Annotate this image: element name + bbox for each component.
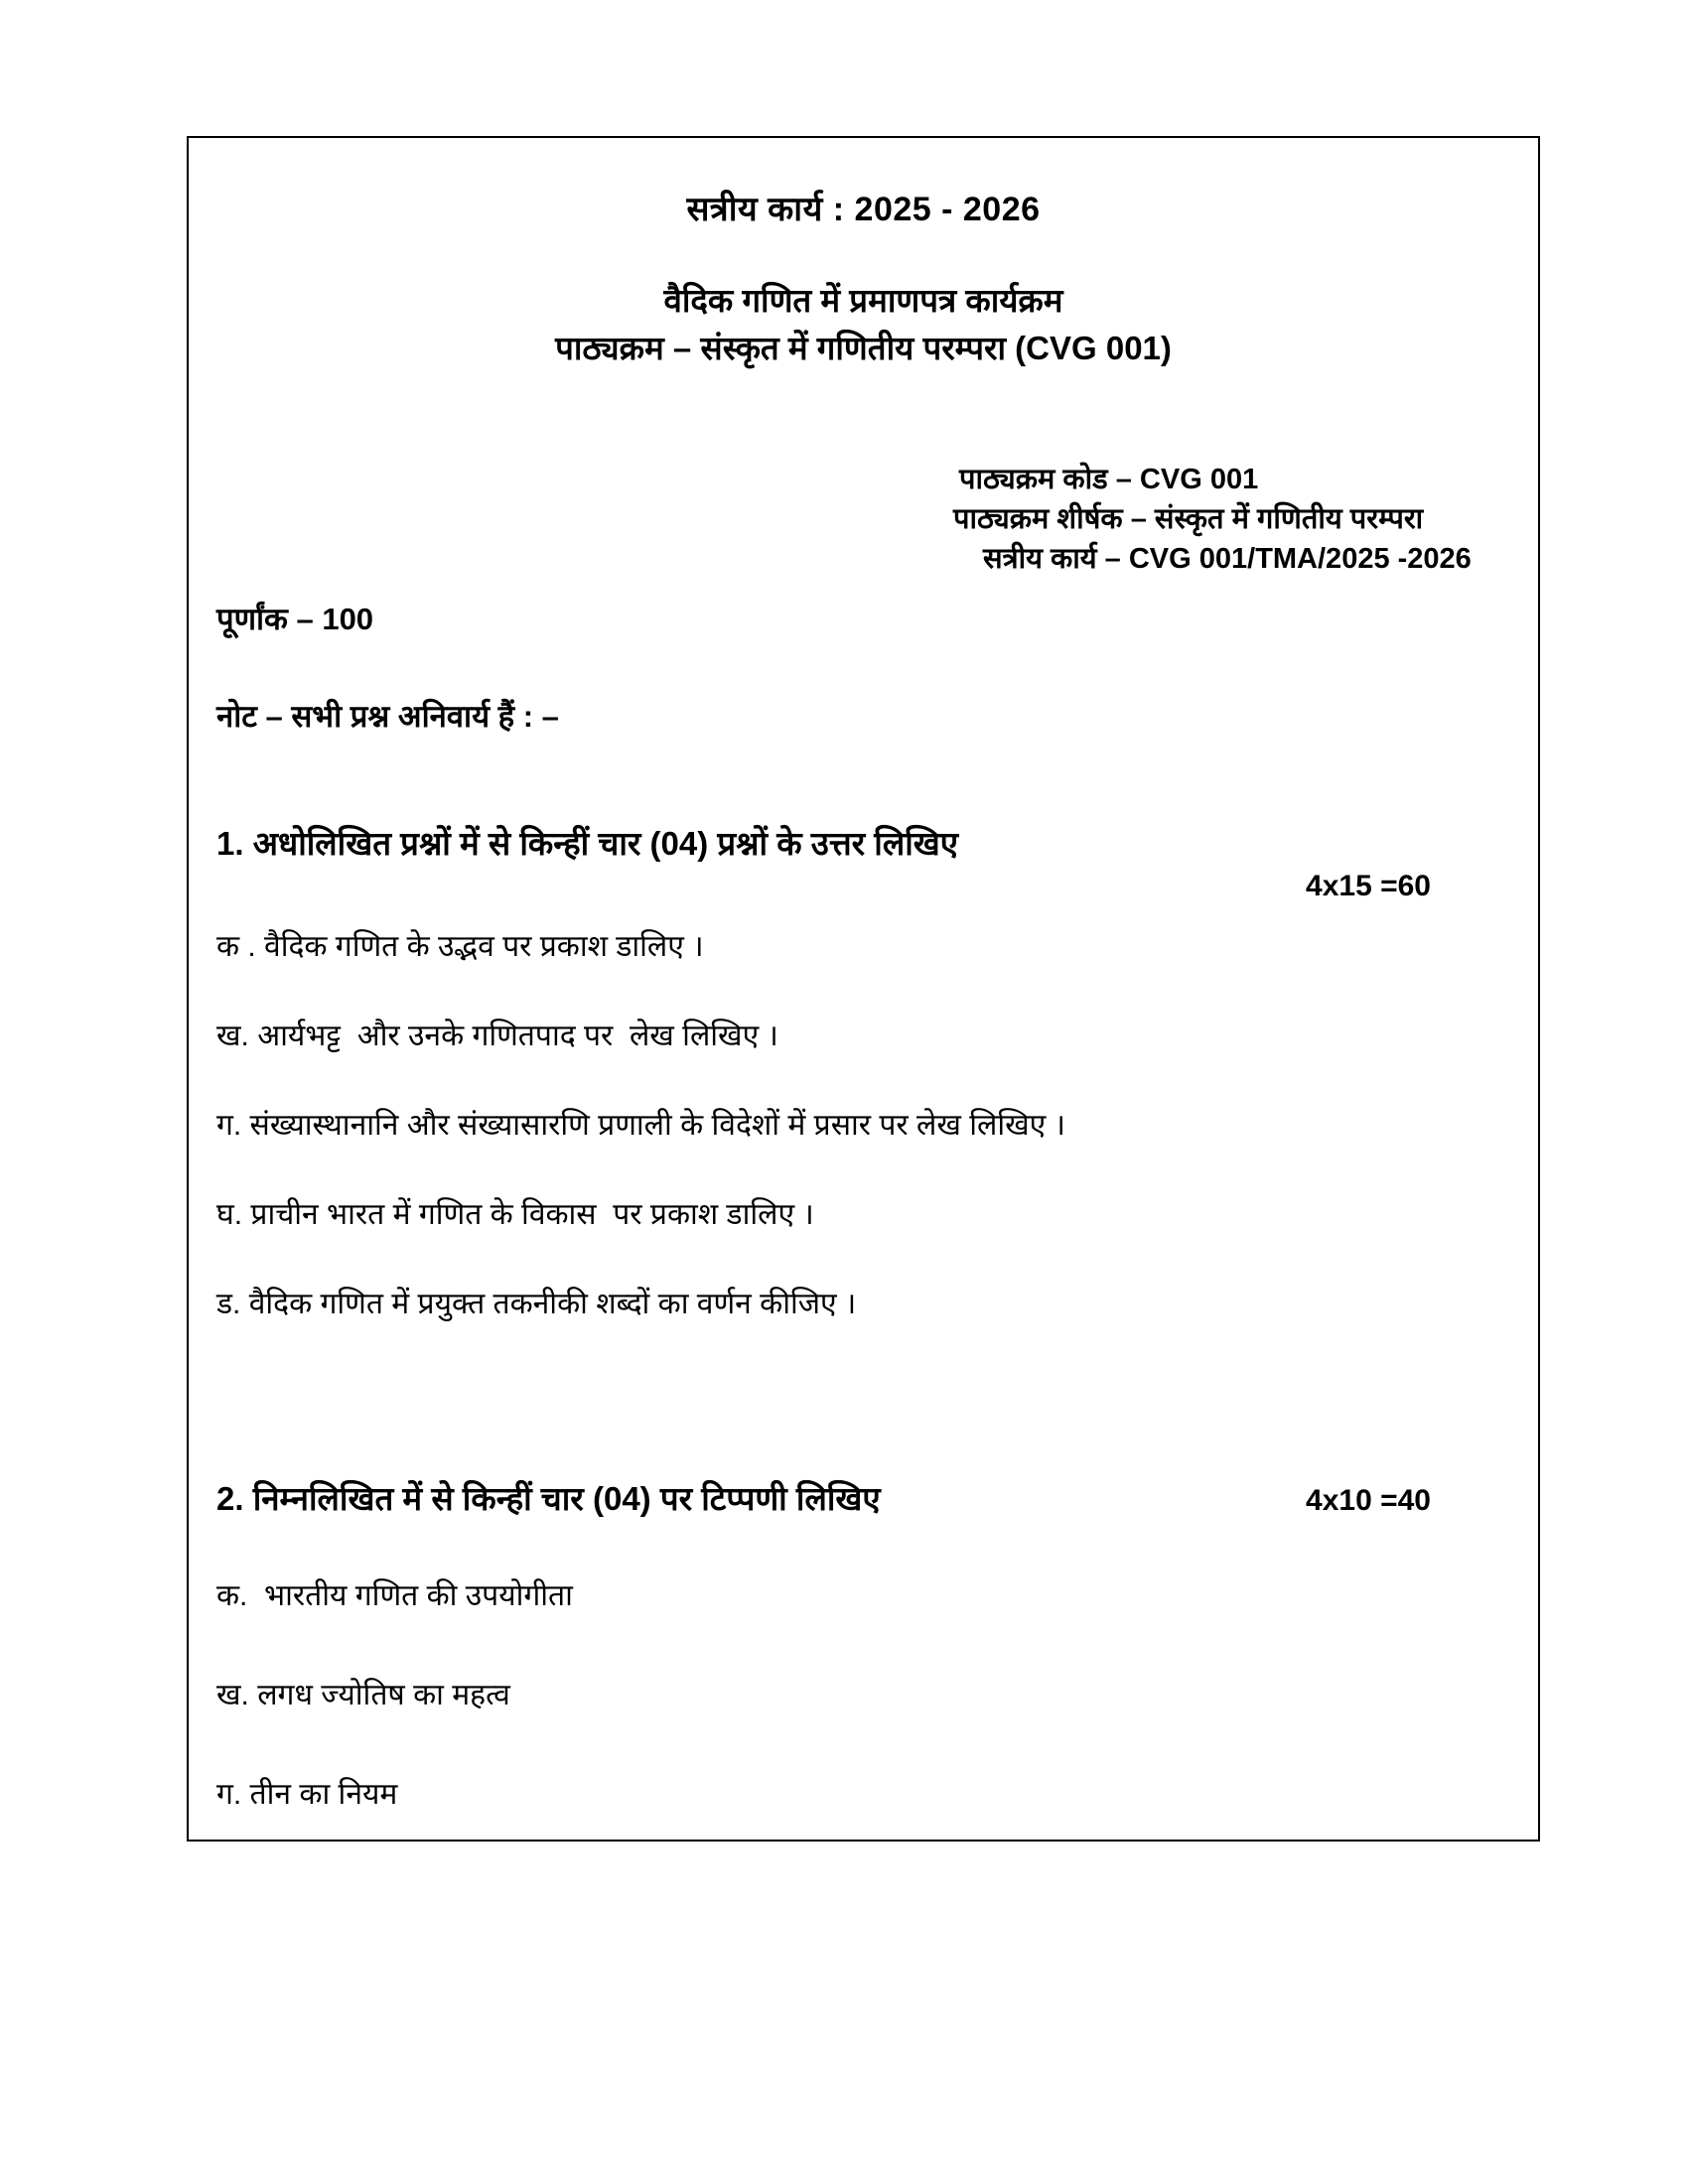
question-1-item-ka: क . वैदिक गणित के उद्भव पर प्रकाश डालिए । xyxy=(216,930,704,963)
course-info-block xyxy=(953,460,1510,579)
program-name: वैदिक गणित में प्रमाणपत्र कार्यक्रम xyxy=(663,282,1063,319)
max-marks: पूर्णांक – 100 xyxy=(216,602,374,636)
course-code-line: पाठ्यक्रम कोड – CVG 001 xyxy=(959,464,1259,495)
question-1-item-kha: ख. आर्यभट्ट और उनके गणितपाद पर लेख लिखिए । xyxy=(216,1020,778,1052)
course-title-line: पाठ्यक्रम शीर्षक – संस्कृत में गणितीय परम्परा xyxy=(953,503,1424,535)
assignment-border-box xyxy=(187,136,1540,1842)
question-1-heading: 1. अधोलिखित प्रश्नों में से किन्हीं चार (04) प्रश्नों के उत्तर लिखिए xyxy=(216,825,959,862)
question-2-item-ka: क. भारतीय गणित की उपयोगीता xyxy=(216,1579,573,1612)
session-title: सत्रीय कार्य : 2025 - 2026 xyxy=(686,191,1041,228)
question-2-item-kha: ख. लगध ज्योतिष का महत्व xyxy=(216,1679,510,1711)
question-1-marks: 4x15 =60 xyxy=(1306,870,1431,902)
question-2-heading: 2. निम्नलिखित में से किन्हीं चार (04) पर टिप्पणी लिखिए xyxy=(216,1480,881,1517)
question-1-item-gha: घ. प्राचीन भारत में गणित के विकास पर प्रकाश डालिए । xyxy=(216,1198,814,1231)
session-work-line: सत्रीय कार्य – CVG 001/TMA/2025 -2026 xyxy=(983,543,1472,575)
program-heading xyxy=(216,277,1510,372)
question-2-items xyxy=(216,1575,1510,1816)
question-1-item-nga: ड. वैदिक गणित में प्रयुक्त तकनीकी शब्दों का वर्णन कीजिए । xyxy=(216,1288,857,1320)
question-2-marks: 4x10 =40 xyxy=(1306,1484,1431,1517)
question-1-items xyxy=(216,926,1510,1325)
question-2-heading-row xyxy=(216,1476,1510,1522)
question-1-item-ga: ग. संख्यास्थानानि और संख्यासारणि प्रणाली के विदेशों में प्रसार पर लेख लिखिए । xyxy=(216,1109,1065,1142)
course-name: पाठ्यक्रम – संस्कृत में गणितीय परम्परा (CVG 001) xyxy=(555,330,1172,366)
note-line: नोट – सभी प्रश्न अनिवार्य हैं : – xyxy=(216,699,559,734)
question-2-item-ga: ग. तीन का नियम xyxy=(216,1778,398,1811)
